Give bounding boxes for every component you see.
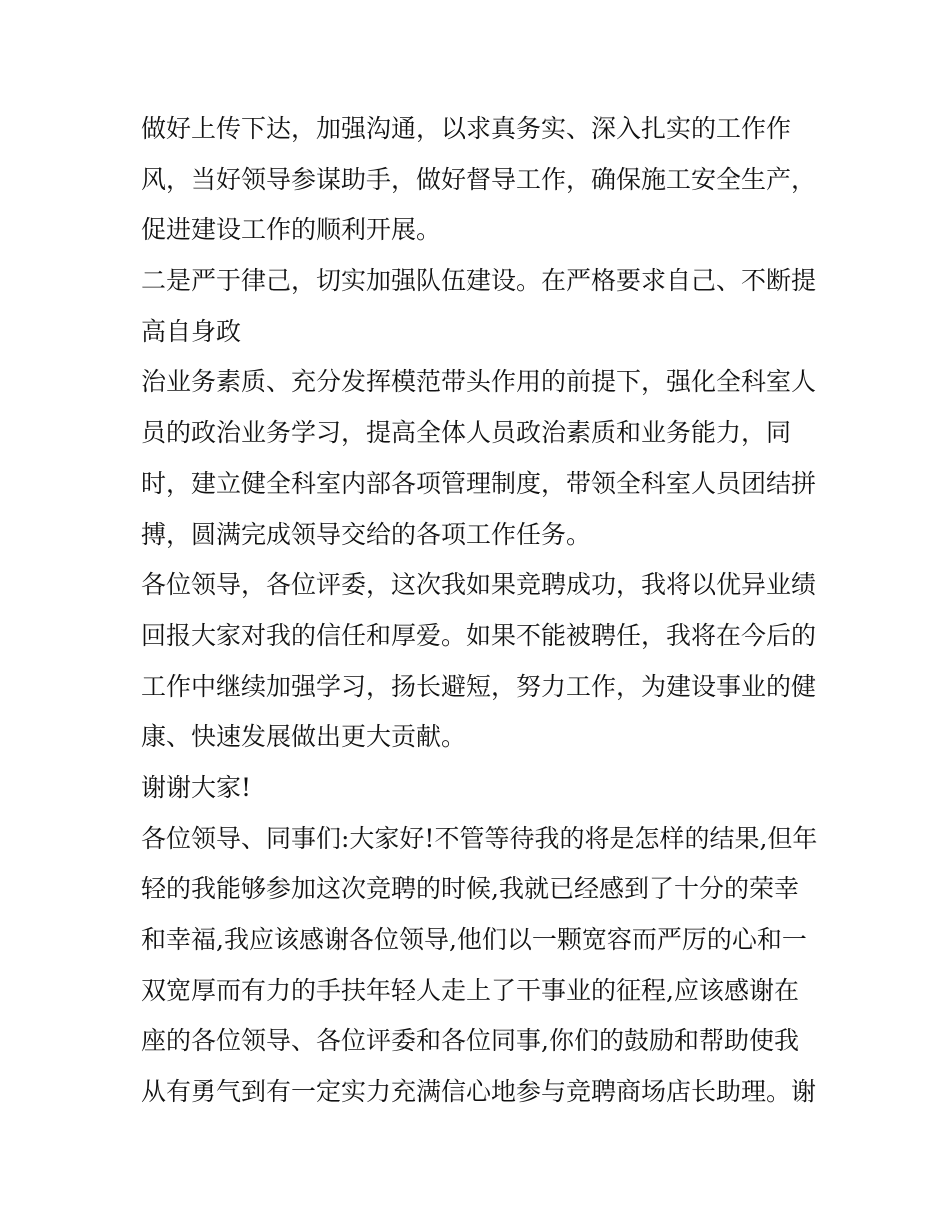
text-line-18: 双宽厚而有力的手扶年轻人走上了干事业的征程,应该感谢在	[141, 975, 799, 1005]
text-line-4: 二是严于律己，切实加强队伍建设。在严格要求自己、不断提	[141, 266, 817, 296]
text-line-16: 轻的我能够参加这次竞聘的时候,我就已经感到了十分的荣幸	[141, 874, 799, 904]
document-body	[141, 104, 831, 1118]
text-line-5: 高自身政	[141, 316, 242, 346]
text-line-13: 康、快速发展做出更大贡献。	[141, 722, 467, 752]
text-line-17: 和幸福,我应该感谢各位领导,他们以一颗宽容而严厉的心和一	[141, 925, 807, 954]
text-line-2: 风，当好领导参谋助手，做好督导工作，确保施工安全生产，	[141, 164, 817, 194]
text-line-14: 谢谢大家!	[141, 772, 252, 802]
text-line-9: 搏，圆满完成领导交给的各项工作任务。	[141, 519, 592, 549]
text-line-11: 回报大家对我的信任和厚爱。如果不能被聘任，我将在今后的	[141, 620, 817, 650]
text-line-12: 工作中继续加强学习，扬长避短，努力工作，为建设事业的健	[141, 671, 817, 701]
text-line-10: 各位领导，各位评委，这次我如果竞聘成功，我将以优异业绩	[141, 570, 817, 600]
text-line-19: 座的各位领导、各位评委和各位同事,你们的鼓励和帮助使我	[141, 1026, 799, 1056]
text-line-8: 时，建立健全科室内部各项管理制度，带领全科室人员团结拼	[141, 468, 817, 498]
text-line-1: 做好上传下达，加强沟通，以求真务实、深入扎实的工作作	[141, 114, 792, 143]
text-line-15: 各位领导、同事们:大家好!不管等待我的将是怎样的结果,但年	[141, 823, 818, 853]
text-line-7: 员的政治业务学习，提高全体人员政治素质和业务能力，同	[141, 418, 792, 448]
text-line-6: 治业务素质、充分发挥模范带头作用的前提下，强化全科室人	[141, 367, 817, 397]
text-line-3: 促进建设工作的顺利开展。	[141, 215, 442, 245]
text-line-20: 从有勇气到有一定实力充满信心地参与竞聘商场店长助理。谢	[141, 1077, 817, 1107]
